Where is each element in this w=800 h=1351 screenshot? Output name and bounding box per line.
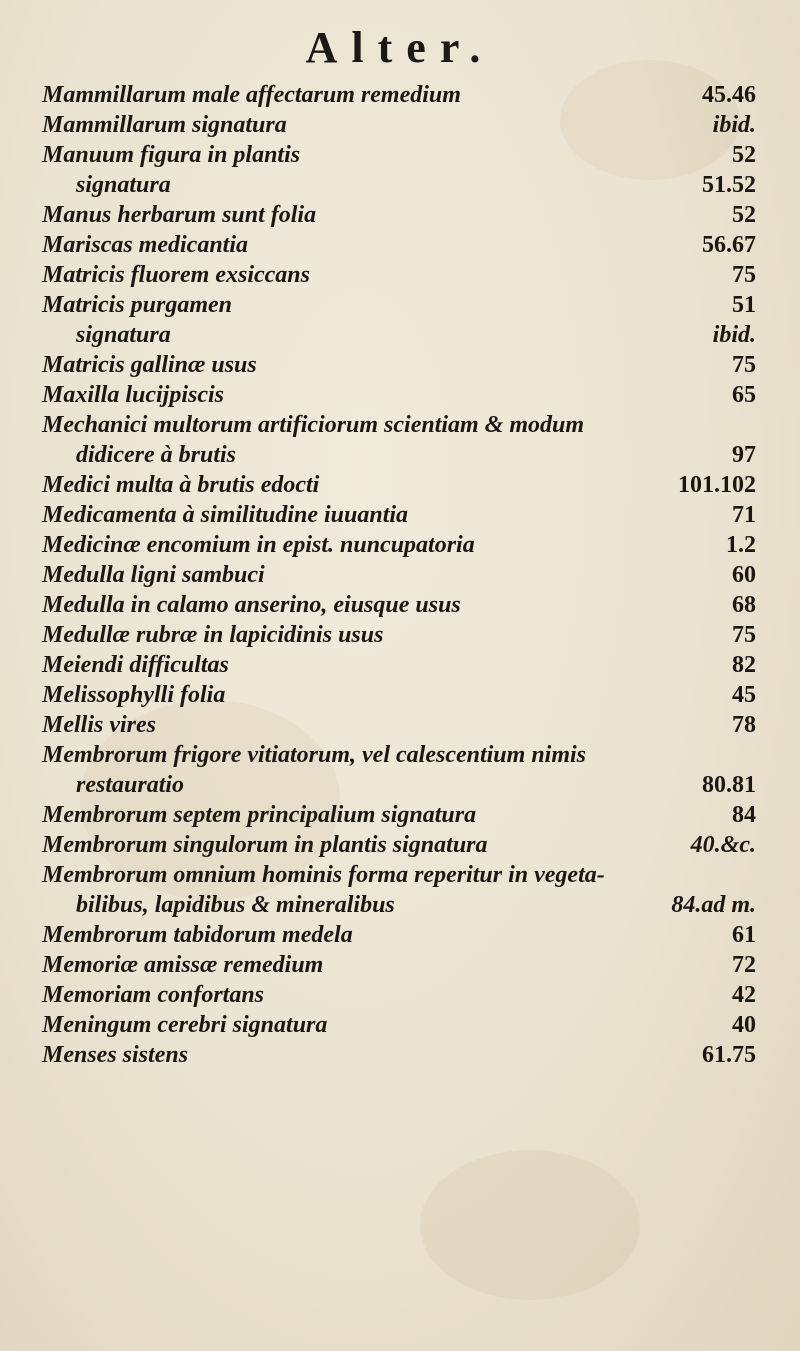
index-entry: [0, 140, 800, 170]
index-term: Menses sistens: [42, 1042, 189, 1068]
index-entry: [0, 890, 800, 920]
index-term: Matricis gallinæ usus: [42, 352, 257, 378]
page-reference: 40: [732, 1012, 756, 1038]
page-reference: ibid.: [712, 322, 756, 348]
index-term: signatura: [76, 172, 171, 198]
index-entry: [0, 740, 800, 770]
index-entry: [0, 560, 800, 590]
index-entry: [0, 530, 800, 560]
paper-stain: [420, 1150, 640, 1300]
page-reference: 45: [732, 682, 756, 708]
index-term: Memoriam confortans: [42, 982, 265, 1008]
page-reference: 42: [732, 982, 756, 1008]
page-reference: 61: [732, 922, 756, 948]
page-reference: 72: [732, 952, 756, 978]
index-term: Matricis purgamen: [42, 292, 233, 318]
page-reference: 80.81: [702, 772, 756, 798]
page-reference: 101.102: [678, 472, 756, 498]
index-entry: [0, 230, 800, 260]
page-reference: 52: [732, 202, 756, 228]
index-term: Manus herbarum sunt folia: [42, 202, 317, 228]
page-reference: 75: [732, 622, 756, 648]
page-reference: 97: [732, 442, 756, 468]
index-entry: [0, 200, 800, 230]
page-reference: 52: [732, 142, 756, 168]
page-reference: 78: [732, 712, 756, 738]
index-entry: [0, 950, 800, 980]
index-term: Mechanici multorum artificiorum scientiam & modum: [42, 412, 585, 438]
index-entry: [0, 710, 800, 740]
index-entry: [0, 590, 800, 620]
index-term: Manuum figura in plantis: [42, 142, 301, 168]
index-term: Medullæ rubræ in lapicidinis usus: [42, 622, 384, 648]
index-entry: [0, 500, 800, 530]
page-reference: 61.75: [702, 1042, 756, 1068]
index-entry: [0, 260, 800, 290]
index-entry: [0, 980, 800, 1010]
page-reference: 71: [732, 502, 756, 528]
page-reference: 56.67: [702, 232, 756, 258]
index-term: Mariscas medicantia: [42, 232, 249, 258]
index-term: Medicamenta à similitudine iuuantia: [42, 502, 409, 528]
index-term: Memoriæ amissæ remedium: [42, 952, 324, 978]
page-reference: ibid.: [712, 112, 756, 138]
index-term: Membrorum singulorum in plantis signatura: [42, 832, 488, 858]
page-reference: 65: [732, 382, 756, 408]
index-term: Medulla in calamo anserino, eiusque usus: [42, 592, 461, 618]
page-reference: 1.2: [726, 532, 756, 558]
page-reference: 51: [732, 292, 756, 318]
index-term: Medicinæ encomium in epist. nuncupatoria: [42, 532, 475, 558]
index-list: [0, 80, 800, 1070]
index-entry: [0, 650, 800, 680]
page-reference: 68: [732, 592, 756, 618]
index-entry: [0, 830, 800, 860]
index-term: Mammillarum male affectarum remedium: [42, 82, 461, 108]
index-entry: [0, 110, 800, 140]
page-reference: 75: [732, 352, 756, 378]
page-reference: 82: [732, 652, 756, 678]
page-reference: 51.52: [702, 172, 756, 198]
page-reference: 84.ad m.: [671, 892, 756, 918]
index-term: Membrorum tabidorum medela: [42, 922, 353, 948]
index-term: Mammillarum signatura: [42, 112, 287, 138]
index-entry: [0, 290, 800, 320]
page-reference: 40.&c.: [690, 832, 756, 858]
page-reference: 75: [732, 262, 756, 288]
index-entry: [0, 80, 800, 110]
index-entry: [0, 410, 800, 440]
index-entry: [0, 860, 800, 890]
index-term: bilibus, lapidibus & mineralibus: [76, 892, 395, 918]
index-entry: [0, 350, 800, 380]
index-term: Membrorum frigore vitiatorum, vel calescentium nimis: [42, 742, 587, 768]
index-entry: [0, 170, 800, 200]
index-term: didicere à brutis: [76, 442, 236, 468]
index-term: Meiendi difficultas: [42, 652, 229, 678]
index-term: signatura: [76, 322, 171, 348]
index-term: Membrorum omnium hominis forma reperitur in vegeta-: [42, 862, 605, 888]
index-term: Melissophylli folia: [42, 682, 226, 708]
index-entry: [0, 1010, 800, 1040]
index-term: Meningum cerebri signatura: [42, 1012, 328, 1038]
index-entry: [0, 800, 800, 830]
index-entry: [0, 920, 800, 950]
index-entry: [0, 1040, 800, 1070]
index-term: Matricis fluorem exsiccans: [42, 262, 310, 288]
index-term: Maxilla lucijpiscis: [42, 382, 225, 408]
index-term: Mellis vires: [42, 712, 156, 738]
page-reference: 45.46: [702, 82, 756, 108]
index-entry: [0, 770, 800, 800]
index-entry: [0, 440, 800, 470]
index-entry: [0, 680, 800, 710]
index-term: Membrorum septem principalium signatura: [42, 802, 477, 828]
index-entry: [0, 380, 800, 410]
index-entry: [0, 620, 800, 650]
index-entry: [0, 320, 800, 350]
index-term: restauratio: [76, 772, 185, 798]
index-term: Medici multa à brutis edocti: [42, 472, 320, 498]
index-entry: [0, 470, 800, 500]
page-reference: 60: [732, 562, 756, 588]
page-reference: 84: [732, 802, 756, 828]
index-term: Medulla ligni sambuci: [42, 562, 265, 588]
running-head: Alter.: [305, 23, 495, 72]
